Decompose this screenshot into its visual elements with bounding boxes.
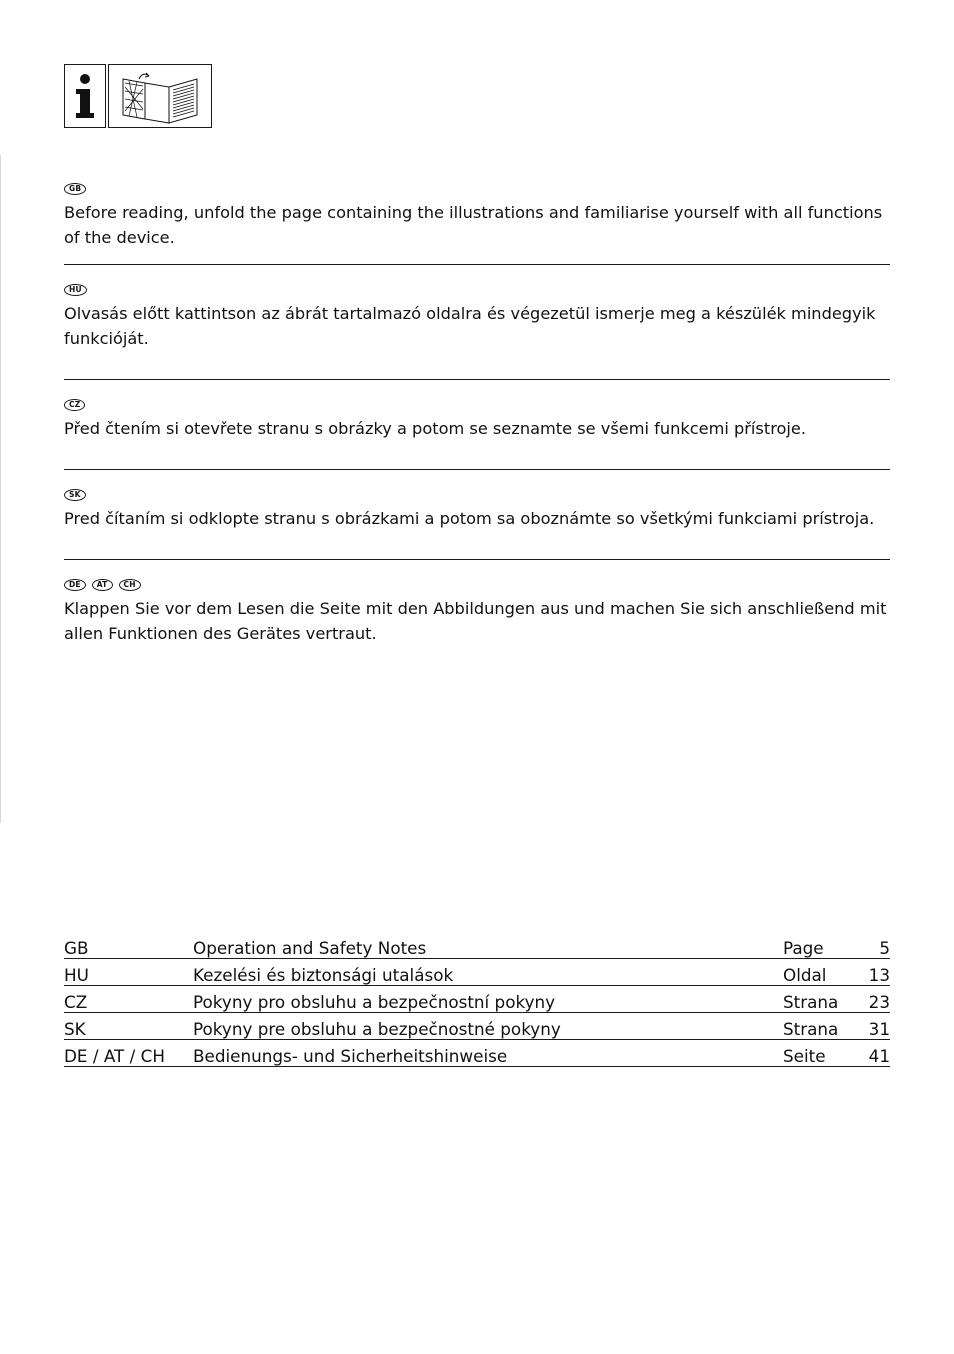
toc-page-number: 41 xyxy=(868,1046,890,1066)
country-badge: CZ xyxy=(64,399,85,411)
country-badge: DE xyxy=(64,579,86,591)
info-icon xyxy=(64,64,106,128)
toc-title: Bedienungs- und Sicherheitshinweise xyxy=(193,1046,508,1066)
country-badge: GB xyxy=(64,183,86,195)
toc-page-label: Oldal xyxy=(783,965,827,985)
section-de-at-ch xyxy=(64,574,890,646)
country-badges xyxy=(64,279,890,301)
toc-page-label: Strana xyxy=(783,992,839,1012)
section-gb xyxy=(64,178,890,265)
section-hu xyxy=(64,279,890,380)
table-row xyxy=(64,959,890,986)
toc-page-label: Page xyxy=(783,938,824,958)
country-badges xyxy=(64,484,890,506)
section-text: Pred čítaním si odklopte stranu s obrázkami a potom sa oboznámte so všetkými funkciami prístroja. xyxy=(64,509,875,528)
country-badges xyxy=(64,178,890,200)
toc-code: DE / AT / CH xyxy=(64,1046,165,1066)
language-sections xyxy=(64,178,890,646)
toc-title: Kezelési és biztonsági utalások xyxy=(193,965,454,985)
toc-page-label: Seite xyxy=(783,1046,826,1066)
section-text: Before reading, unfold the page containing the illustrations and familiarise yourself with all functions of the device. xyxy=(64,203,883,247)
unfold-page-icon xyxy=(108,64,212,128)
country-badge: AT xyxy=(92,579,113,591)
section-text: Klappen Sie vor dem Lesen die Seite mit den Abbildungen aus und machen Sie sich anschließend mit allen Funktionen des Gerätes vertraut. xyxy=(64,599,887,643)
page-edge-line xyxy=(0,155,1,823)
section-sk xyxy=(64,484,890,560)
toc-title: Operation and Safety Notes xyxy=(193,938,427,958)
toc-code: GB xyxy=(64,938,89,958)
table-row xyxy=(64,1013,890,1040)
toc-page-number: 31 xyxy=(868,1019,890,1039)
toc-title: Pokyny pre obsluhu a bezpečnostné pokyny xyxy=(193,1019,561,1039)
toc-code: CZ xyxy=(64,992,88,1012)
toc-title: Pokyny pro obsluhu a bezpečnostní pokyny xyxy=(193,992,556,1012)
toc-code: HU xyxy=(64,965,89,985)
country-badge: SK xyxy=(64,489,86,501)
toc-page-number: 13 xyxy=(868,965,890,985)
table-row xyxy=(64,932,890,959)
country-badges xyxy=(64,574,890,596)
toc-page-number: 5 xyxy=(879,938,890,958)
table-of-contents xyxy=(64,932,890,1067)
section-text: Olvasás előtt kattintson az ábrát tartalmazó oldalra és végezetül ismerje meg a készülék mindegyik funkcióját. xyxy=(64,304,876,348)
country-badge: HU xyxy=(64,284,87,296)
toc-page-number: 23 xyxy=(868,992,890,1012)
table-row xyxy=(64,986,890,1013)
toc-page-label: Strana xyxy=(783,1019,839,1039)
country-badges xyxy=(64,394,890,416)
table-row xyxy=(64,1040,890,1067)
section-cz xyxy=(64,394,890,470)
toc-code: SK xyxy=(64,1019,86,1039)
section-text: Před čtením si otevřete stranu s obrázky a potom se seznamte se všemi funkcemi přístroje. xyxy=(64,419,807,438)
country-badge: CH xyxy=(119,579,141,591)
